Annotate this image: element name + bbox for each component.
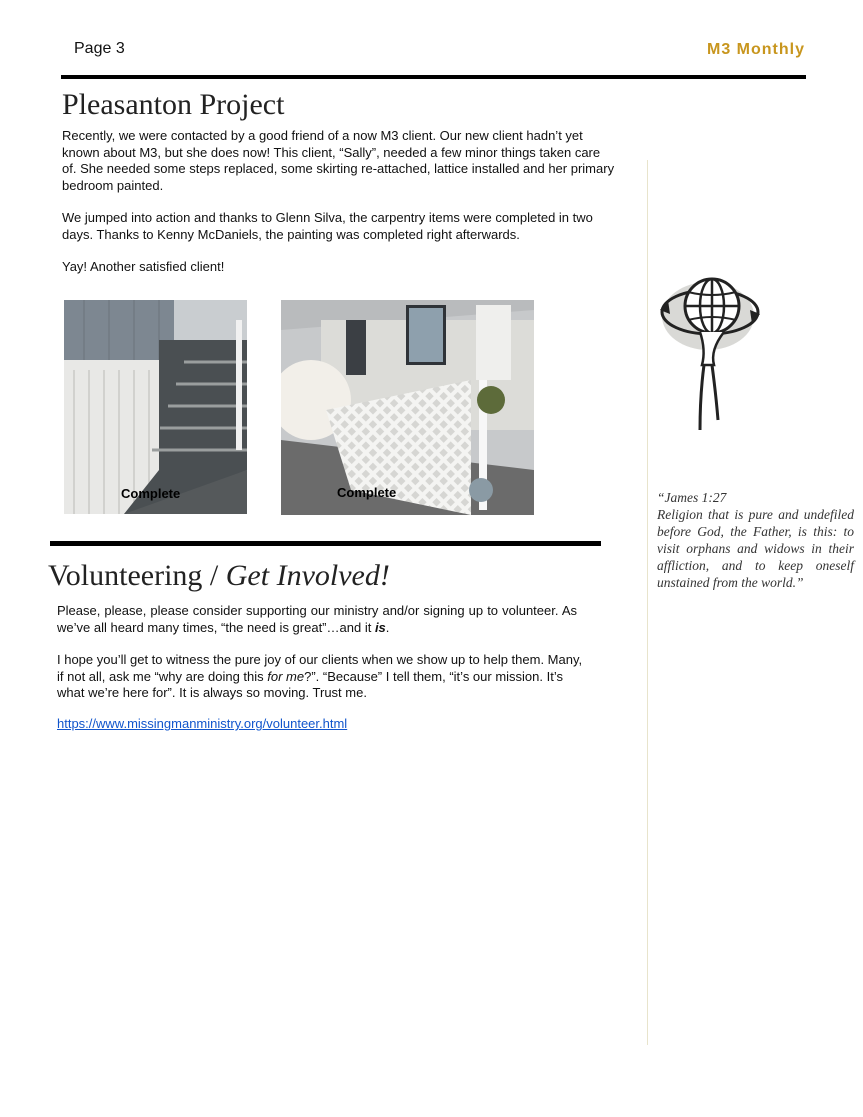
page-number: Page 3 (74, 40, 125, 57)
quote-text: Religion that is pure and undefiled before God, the Father, is this: to visit orphans and widows in their affliction, and to keep oneself unstained from the world.” (657, 507, 854, 590)
volunteering-p1-emphasis: is (374, 619, 386, 635)
sidebar-divider (647, 160, 648, 1045)
header-divider (61, 75, 806, 79)
globe-figure-icon (656, 270, 776, 435)
volunteering-paragraph-2 (57, 652, 587, 702)
volunteering-p2-emphasis: for me (267, 668, 305, 684)
quote-reference: “James 1:27 (657, 490, 727, 505)
volunteering-paragraph-1 (57, 603, 577, 636)
volunteering-p2-text: I hope you’ll get to witness the pure joy of our clients when we show up to help them. Many, if not all, ask me “why are doing this (57, 652, 583, 684)
steps-photo-art (64, 300, 247, 514)
lattice-photo-art (281, 300, 534, 515)
volunteering-heading-main: Volunteering / (48, 559, 226, 592)
volunteering-heading-italic: Get Involved! (225, 559, 390, 592)
steps-photo (64, 300, 247, 514)
volunteering-p1-end: . (385, 619, 390, 635)
pleasanton-paragraph-3: Yay! Another satisfied client! (62, 259, 225, 274)
globe-figure-art (656, 270, 776, 435)
volunteering-p2-end: ?”. “Because” I tell them, “it’s our mission. It’s what we’re here for”. It is always so moving. Trust me. (57, 668, 563, 700)
pleasanton-paragraph-1: Recently, we were contacted by a good friend of a now M3 client. Our new client hadn’t yet known about M3, but she does now! This client, “Sally”, needed a few minor things taken care of. She needed some steps replaced, some skirting re-attached, lattice installed and her primary bedroom painted. (62, 128, 615, 193)
section-divider (50, 541, 601, 546)
volunteering-heading (48, 559, 390, 593)
newsletter-title: M3 Monthly (707, 41, 805, 58)
pleasanton-paragraph-2: We jumped into action and thanks to Glenn Silva, the carpentry items were completed in two days. Thanks to Kenny McDaniels, the painting was completed right afterwards. (62, 210, 593, 242)
photo1-caption: Complete (121, 486, 181, 501)
lattice-photo (281, 300, 534, 515)
scripture-quote (657, 489, 854, 591)
photo2-caption: Complete (337, 485, 397, 500)
volunteer-link[interactable]: https://www.missingmanministry.org/volunteer.html (57, 716, 348, 731)
pleasanton-heading: Pleasanton Project (62, 88, 285, 121)
volunteering-p1-text: Please, please, please consider supporting our ministry and/or signing up to volunteer. As we’ve all heard many times, “the need is great”…and it (57, 603, 577, 635)
